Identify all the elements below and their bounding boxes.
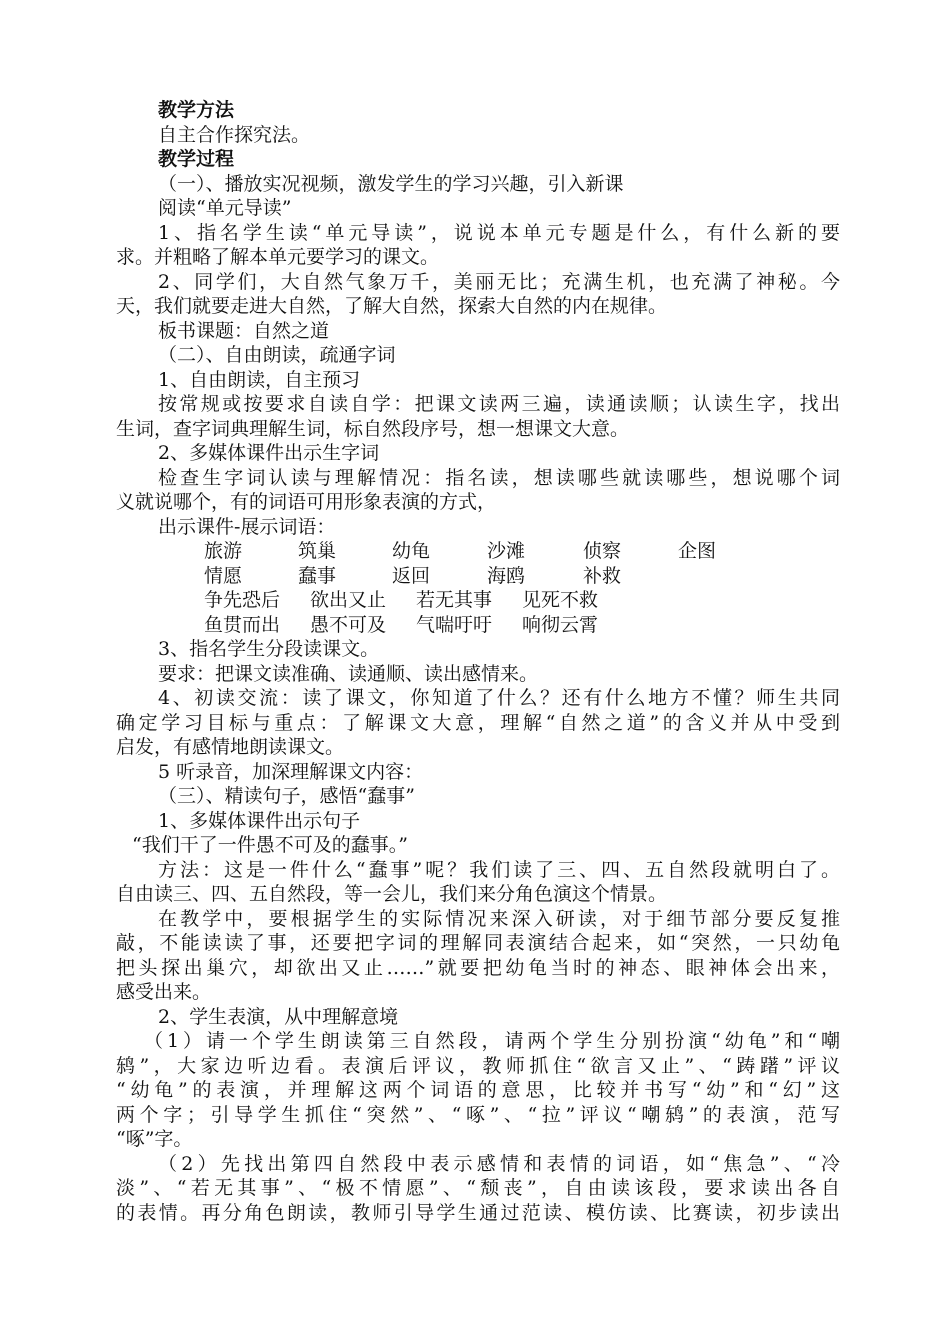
paragraph-line: 在教学中，要根据学生的实际情况来深入研读，对于细节部分要反复推 bbox=[158, 908, 840, 930]
paragraph-line: 敲，不能读读了事，还要把字词的理解同表演结合起来，如“突然，一只幼龟 bbox=[116, 932, 840, 954]
paragraph-line: “幼龟”的表演，并理解这两个词语的意思，比较并书写“幼”和“幻”这 bbox=[116, 1079, 840, 1101]
vocab-word: 筑巢 bbox=[298, 540, 337, 562]
paragraph-line: 方法：这是一件什么“蠢事”呢？我们读了三、四、五自然段就明白了。 bbox=[158, 859, 840, 881]
paragraph-line: 按常规或按要求自读自学：把课文读两三遍，读通读顺；认读生字，找出 bbox=[158, 393, 840, 415]
paragraph-line: 检查生字词认读与理解情况：指名读，想读哪些就读哪些，想说哪个词 bbox=[158, 467, 840, 489]
paragraph-line: （1）请一个学生朗读第三自然段，请两个学生分别扮演“幼龟”和“嘲 bbox=[144, 1030, 840, 1052]
heading-teaching-method: 教学方法 bbox=[158, 99, 235, 121]
vocab-word: 幼龟 bbox=[392, 540, 431, 562]
vocab-word: 补救 bbox=[583, 565, 622, 587]
vocab-row-3 bbox=[0, 588, 950, 613]
paragraph-line: 1、多媒体课件出示句子 bbox=[158, 810, 361, 832]
vocab-word: 企图 bbox=[678, 540, 717, 562]
paragraph-line: 4、初读交流：读了课文，你知道了什么？还有什么地方不懂？师生共同 bbox=[158, 687, 840, 709]
heading-teaching-process: 教学过程 bbox=[158, 148, 235, 170]
paragraph-line: 的表情。再分角色朗读，教师引导学生通过范读、模仿读、比赛读，初步读出 bbox=[116, 1202, 840, 1224]
quoted-sentence: “我们干了一件愚不可及的蠢事。” bbox=[132, 834, 408, 856]
section-title-3: （三）、精读句子，感悟“蠢事” bbox=[158, 785, 415, 807]
paragraph-line: （2）先找出第四自然段中表示感情和表情的词语，如“焦急”、“冷 bbox=[158, 1153, 840, 1175]
paragraph-line: 鸫”，大家边听边看。表演后评议，教师抓住“欲言又止”、“踌躇”评议 bbox=[116, 1055, 840, 1077]
paragraph-line: 生词，查字词典理解生词，标自然段序号，想一想课文大意。 bbox=[116, 418, 630, 440]
section-title-1: （一）、播放实况视频，激发学生的学习兴趣，引入新课 bbox=[158, 173, 624, 195]
paragraph-line: 启发，有感情地朗读课文。 bbox=[116, 736, 345, 758]
vocab-phrase: 鱼贯而出 bbox=[204, 614, 281, 636]
paragraph-line: 1、指名学生读“单元导读”，说说本单元专题是什么，有什么新的要 bbox=[158, 222, 840, 244]
paragraph-line: 2、同学们，大自然气象万千，美丽无比；充满生机，也充满了神秘。今 bbox=[158, 271, 840, 293]
paragraph-line: 确定学习目标与重点：了解课文大意，理解“自然之道”的含义并从中受到 bbox=[116, 712, 840, 734]
vocab-phrase: 欲出又止 bbox=[310, 589, 387, 611]
vocab-word: 侦察 bbox=[583, 540, 622, 562]
paragraph-line: 1、自由朗读，自主预习 bbox=[158, 369, 361, 391]
vocab-phrase: 若无其事 bbox=[416, 589, 493, 611]
vocab-word: 蠢事 bbox=[298, 565, 337, 587]
vocab-word: 返回 bbox=[392, 565, 431, 587]
vocab-phrase: 响彻云霄 bbox=[522, 614, 599, 636]
vocab-word: 旅游 bbox=[204, 540, 243, 562]
paragraph-line: 把头探出巢穴，却欲出又止……”就要把幼龟当时的神态、眼神体会出来， bbox=[116, 957, 840, 979]
section-title-2: （二）、自由朗读，疏通字词 bbox=[158, 344, 396, 366]
vocab-word: 沙滩 bbox=[487, 540, 526, 562]
paragraph-line: 板书课题：自然之道 bbox=[158, 320, 330, 342]
paragraph-line: 要求：把课文读准确、读通顺、读出感情来。 bbox=[158, 663, 539, 685]
paragraph-line: 3、指名学生分段读课文。 bbox=[158, 638, 380, 660]
paragraph-line: 出示课件-展示词语： bbox=[158, 516, 336, 538]
paragraph-line: 5 听录音，加深理解课文内容： bbox=[158, 761, 424, 783]
paragraph-line: 感受出来。 bbox=[116, 981, 212, 1003]
vocab-row-4 bbox=[0, 613, 950, 638]
paragraph-line: “啄”字。 bbox=[116, 1128, 193, 1150]
paragraph-line: 淡”、“若无其事”、“极不情愿”、“颓丧”，自由读该段，要求读出各自 bbox=[116, 1177, 840, 1199]
paragraph-line: 2、学生表演，从中理解意境 bbox=[158, 1006, 399, 1028]
paragraph-line: 阅读“单元导读” bbox=[158, 197, 292, 219]
vocab-phrase: 见死不救 bbox=[522, 589, 599, 611]
vocab-row-1 bbox=[0, 539, 950, 564]
paragraph-line: 两个字；引导学生抓住“突然”、“啄”、“拉”评议“嘲鸫”的表演，范写 bbox=[116, 1104, 840, 1126]
vocab-row-2 bbox=[0, 564, 950, 589]
paragraph-line: 自由读三、四、五自然段，等一会儿，我们来分角色演这个情景。 bbox=[116, 883, 668, 905]
vocab-word: 海鸥 bbox=[487, 565, 526, 587]
vocab-phrase: 气喘吁吁 bbox=[416, 614, 493, 636]
paragraph-method: 自主合作探究法。 bbox=[158, 124, 311, 146]
paragraph-line: 天，我们就要走进大自然，了解大自然，探索大自然的内在规律。 bbox=[116, 295, 668, 317]
paragraph-line: 求。并粗略了解本单元要学习的课文。 bbox=[116, 246, 440, 268]
vocab-phrase: 争先恐后 bbox=[204, 589, 281, 611]
paragraph-line: 义就说哪个，有的词语可用形象表演的方式， bbox=[116, 491, 497, 513]
vocab-phrase: 愚不可及 bbox=[310, 614, 387, 636]
vocab-word: 情愿 bbox=[204, 565, 243, 587]
paragraph-line: 2、多媒体课件出示生字词 bbox=[158, 442, 380, 464]
